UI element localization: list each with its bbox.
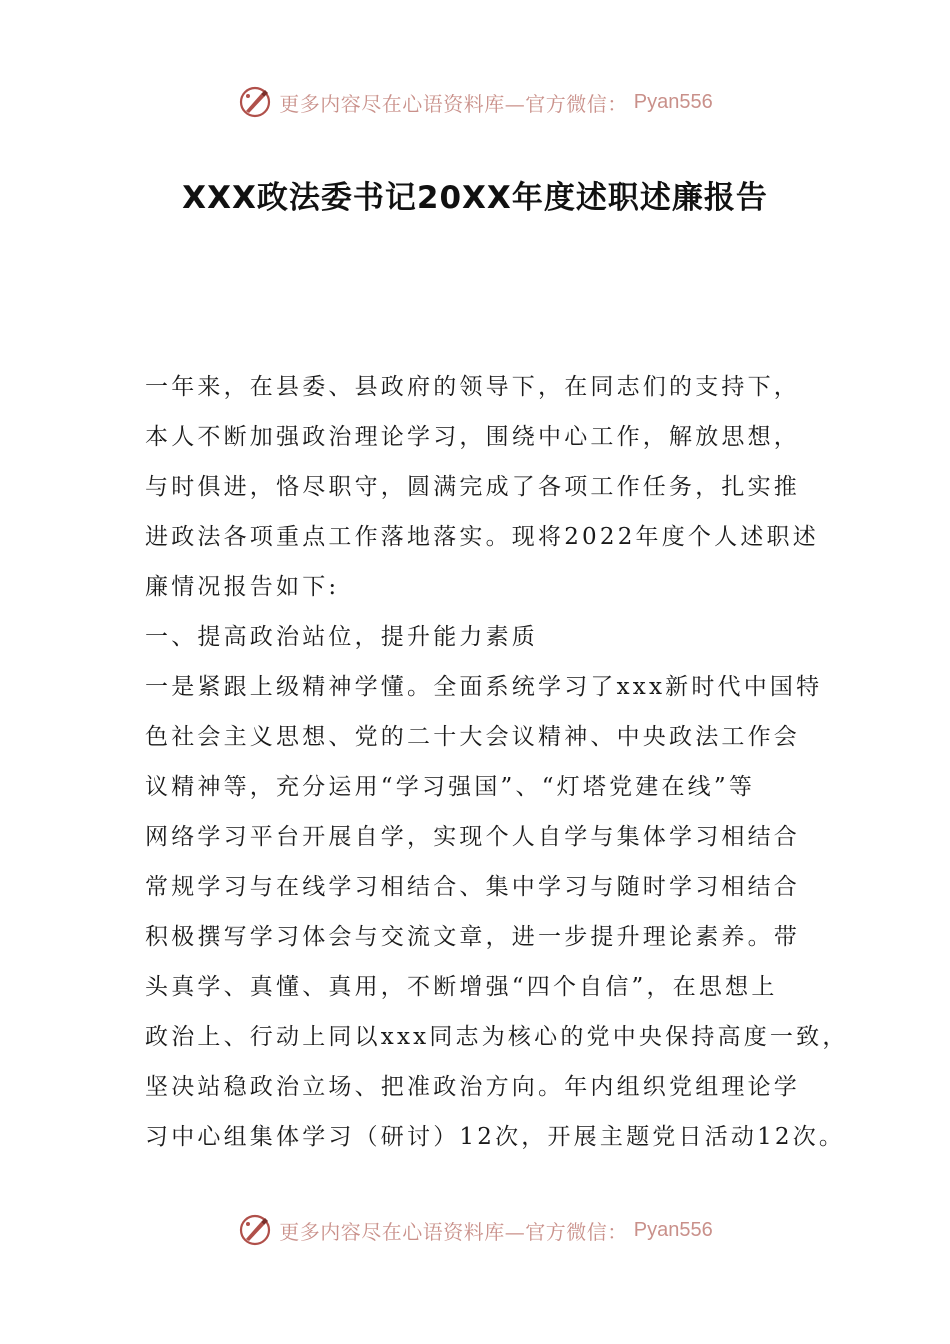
pen-circle-logo-icon <box>237 84 273 120</box>
watermark-wechat-id: Pyan556 <box>633 1218 713 1241</box>
body-line: 网络学习平台开展自学，实现个人自学与集体学习相结合 <box>145 824 800 850</box>
body-line: 坚决站稳政治立场、把准政治方向。年内组织党组理论学 <box>145 1074 800 1100</box>
watermark-wechat-id: Pyan556 <box>633 90 713 113</box>
body-line: 政治上、行动上同以xxx同志为核心的党中央保持高度一致， <box>145 1024 849 1050</box>
body-line: 色社会主义思想、党的二十大会议精神、中央政法工作会 <box>145 724 800 750</box>
watermark-footer <box>0 1208 950 1252</box>
pen-circle-logo-icon <box>237 1212 273 1248</box>
watermark-header <box>0 80 950 124</box>
body-line: 头真学、真懂、真用，不断增强“四个自信”，在思想上 <box>145 974 778 1000</box>
body-line: 本人不断加强政治理论学习，围绕中心工作，解放思想， <box>145 424 800 450</box>
watermark-text: 更多内容尽在心语资料库—官方微信： <box>279 91 628 116</box>
document-title: XXX政法委书记20XX年度述职述廉报告 <box>182 180 768 216</box>
watermark-text: 更多内容尽在心语资料库—官方微信： <box>279 1219 628 1244</box>
body-line: 进政法各项重点工作落地落实。现将2022年度个人述职述 <box>145 524 819 550</box>
body-line: 一是紧跟上级精神学懂。全面系统学习了xxx新时代中国特 <box>145 674 823 700</box>
body-line: 一年来，在县委、县政府的领导下，在同志们的支持下， <box>145 374 800 400</box>
body-line: 习中心组集体学习（研讨）12次，开展主题党日活动12次。 <box>145 1124 846 1150</box>
document-body <box>145 362 849 1162</box>
body-line: 常规学习与在线学习相结合、集中学习与随时学习相结合 <box>145 874 800 900</box>
body-line: 廉情况报告如下: <box>145 574 340 600</box>
body-line: 议精神等，充分运用“学习强国”、“灯塔党建在线”等 <box>145 774 756 800</box>
body-line: 与时俱进，恪尽职守，圆满完成了各项工作任务，扎实推 <box>145 474 800 500</box>
body-line: 积极撰写学习体会与交流文章，进一步提升理论素养。带 <box>145 924 800 950</box>
section-heading: 一、提高政治站位，提升能力素质 <box>145 624 538 650</box>
